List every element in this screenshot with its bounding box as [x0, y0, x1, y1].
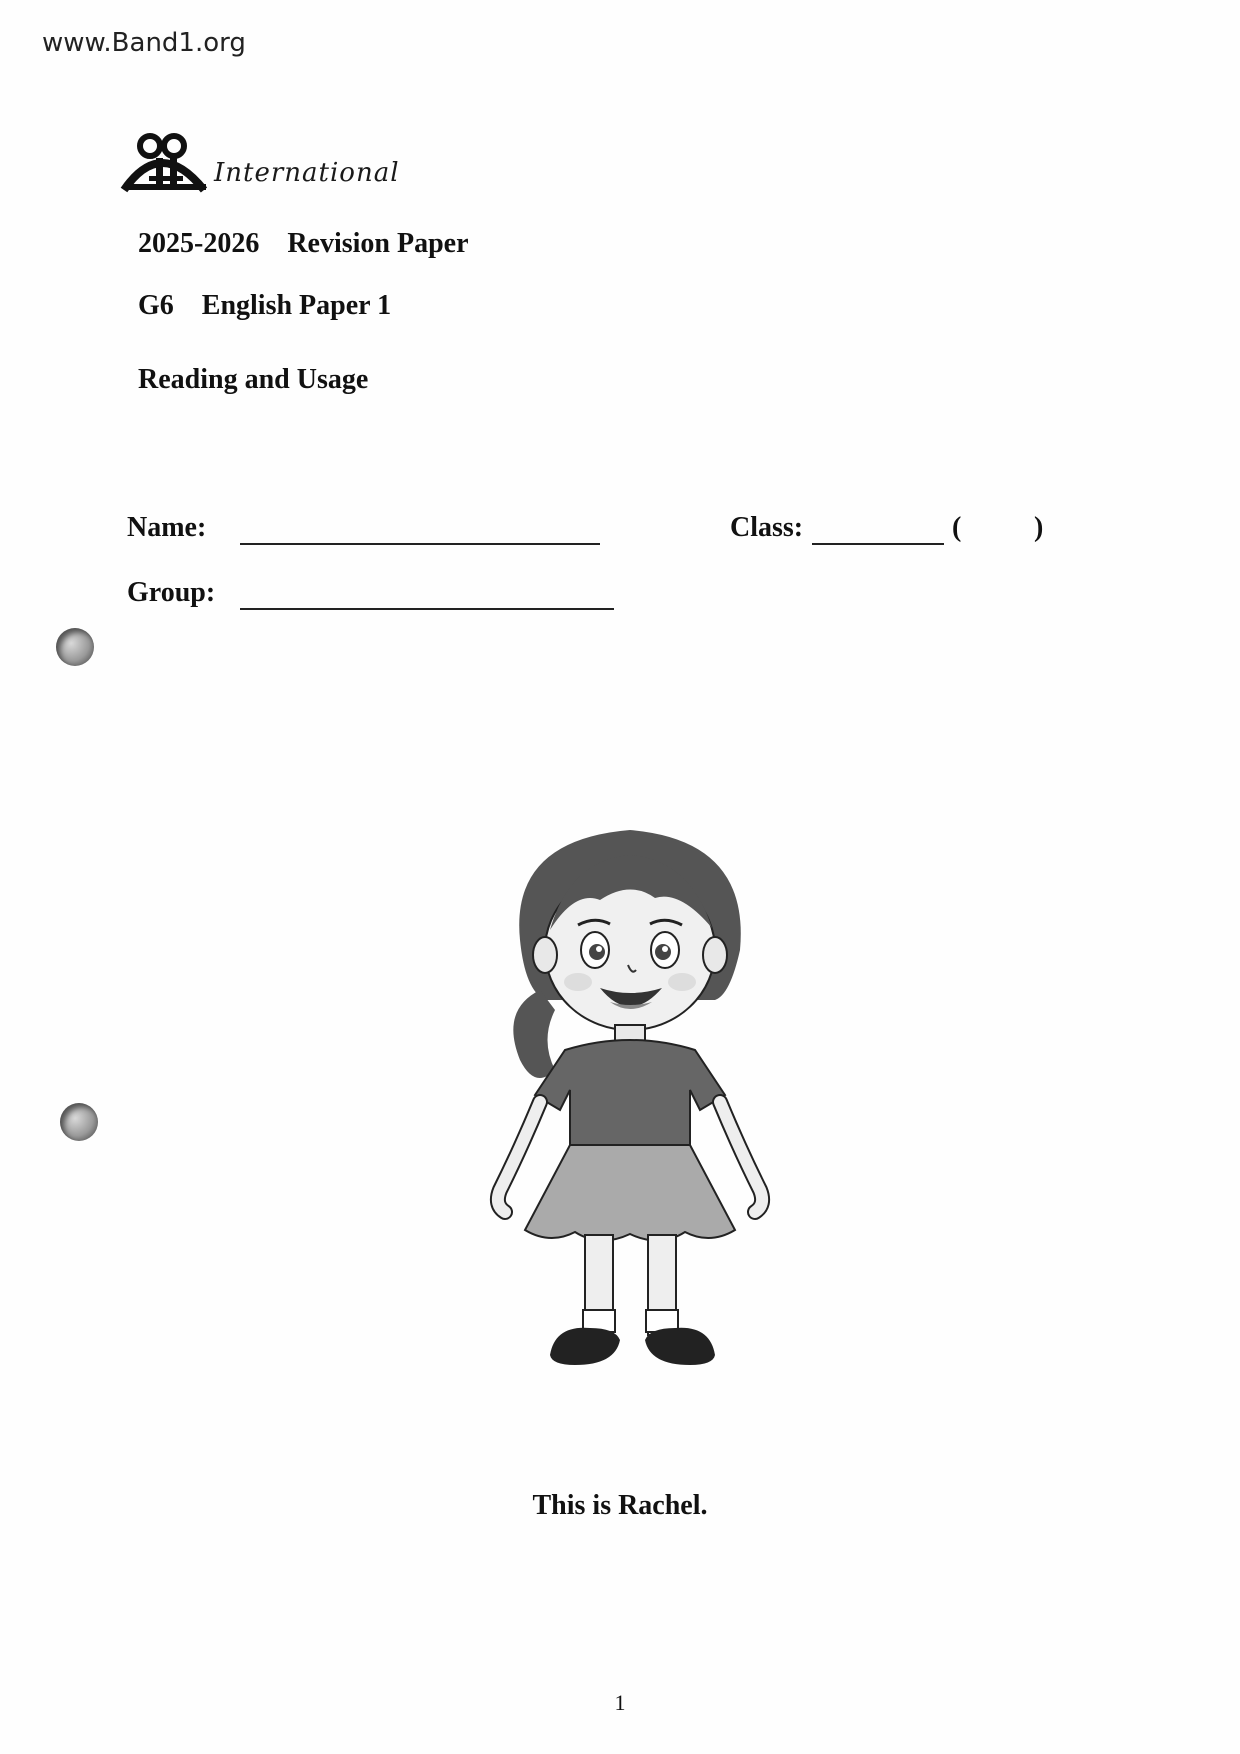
punch-hole-icon — [56, 628, 94, 666]
grade-level: G6 — [138, 290, 174, 321]
name-field[interactable] — [240, 543, 600, 545]
group-label: Group: — [127, 577, 216, 608]
class-field[interactable] — [812, 543, 944, 545]
watermark-url[interactable]: www.Band1.org — [42, 28, 246, 58]
name-label: Name: — [127, 512, 207, 543]
punch-hole-icon — [60, 1103, 98, 1141]
logo-text: International — [214, 158, 400, 188]
class-number-open-paren: ( — [952, 512, 962, 543]
school-logo — [116, 128, 416, 198]
class-number-close-paren: ) — [1034, 512, 1044, 543]
section-title: Reading and Usage — [138, 364, 369, 395]
academic-year: 2025-2026 — [138, 228, 260, 259]
subject-title — [138, 290, 391, 322]
class-label: Class: — [730, 512, 804, 543]
class-number-field[interactable] — [968, 543, 1038, 545]
girl-illustration-icon — [480, 820, 780, 1380]
school-logo-icon — [116, 128, 216, 198]
page-number: 1 — [614, 1690, 626, 1715]
subject-name: English Paper 1 — [201, 290, 392, 321]
illustration-caption: This is Rachel. — [532, 1490, 708, 1521]
paper-type: Revision Paper — [287, 228, 469, 259]
group-field[interactable] — [240, 608, 614, 610]
year-title — [138, 228, 469, 260]
